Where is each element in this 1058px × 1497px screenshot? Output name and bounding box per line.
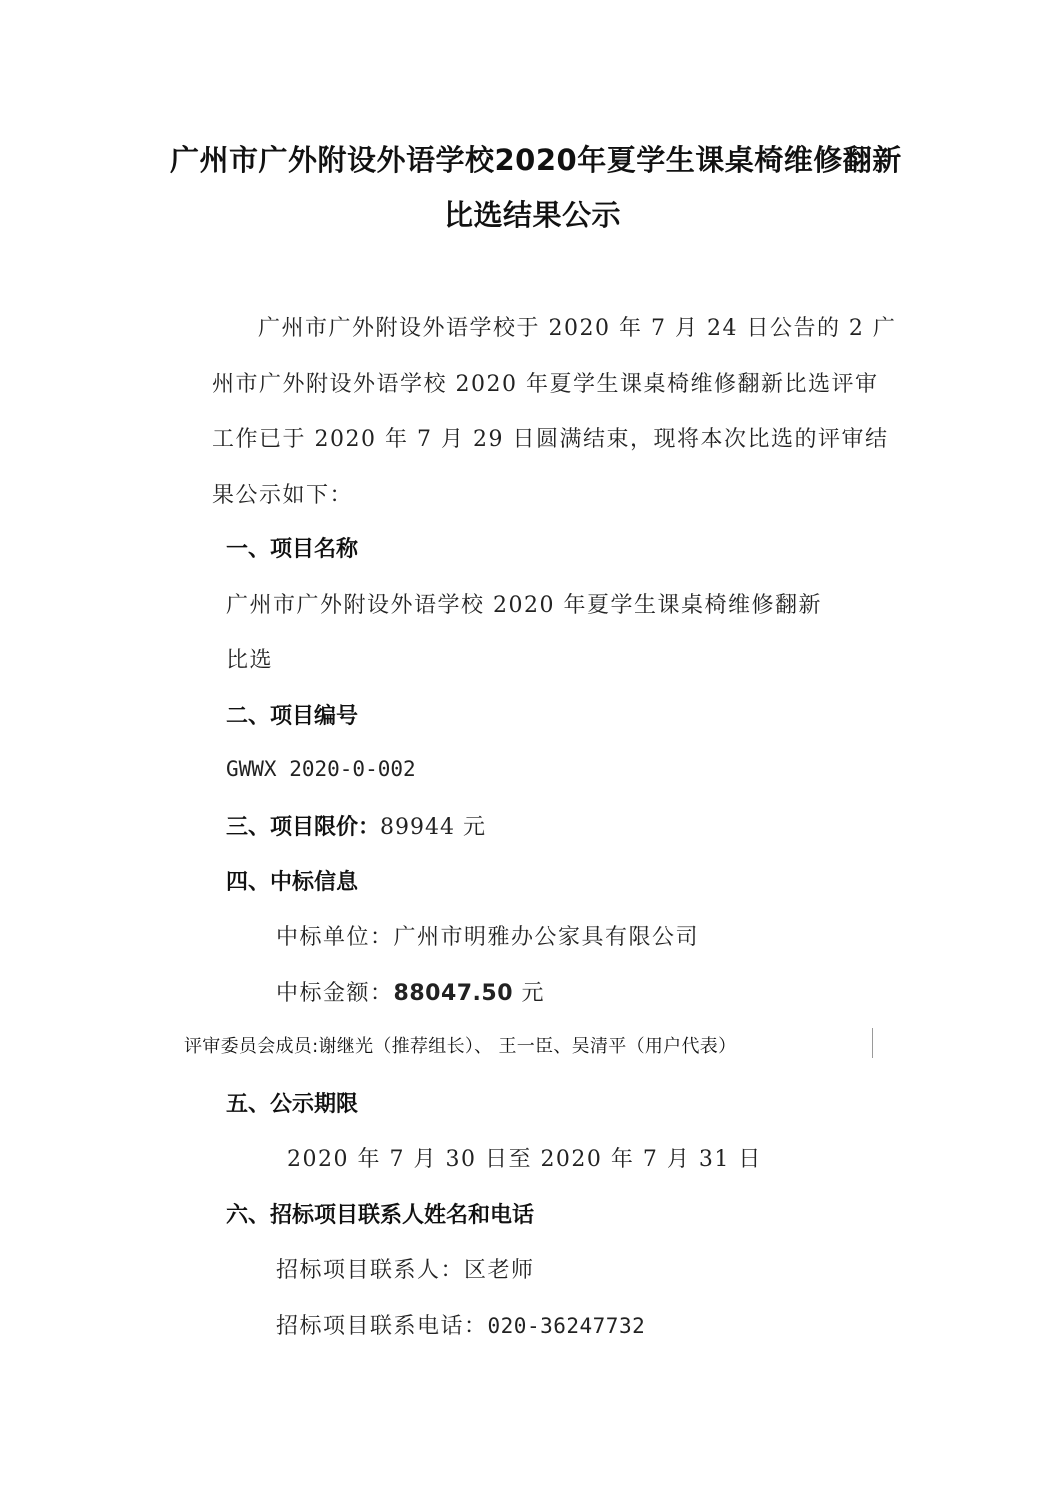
section-heading-publicity-period: 五、公示期限 xyxy=(226,1092,359,1117)
winning-company-label: 中标单位： xyxy=(276,925,394,950)
winning-amount-value: 88047.50 xyxy=(393,981,514,1006)
section-heading-price-limit: 三、项目限价： xyxy=(226,815,381,840)
document-title-line1: 广州市广外附设外语学校2020年夏学生课桌椅维修翻新 xyxy=(170,143,902,177)
section-heading-project-name: 一、项目名称 xyxy=(226,537,359,562)
winning-company-value: 广州市明雅办公家具有限公司 xyxy=(393,925,700,950)
project-name-line-1: 广州市广外附设外语学校 2020 年夏学生课桌椅维修翻新 xyxy=(226,593,822,618)
publicity-period-value: 2020 年 7 月 30 日至 2020 年 7 月 31 日 xyxy=(287,1147,762,1172)
project-number-value: GWWX 2020-0-002 xyxy=(226,757,416,781)
intro-line-4: 果公示如下： xyxy=(212,483,354,508)
section-heading-winning-info: 四、中标信息 xyxy=(226,870,359,895)
winning-amount-unit: 元 xyxy=(513,981,546,1006)
price-limit-value: 89944 元 xyxy=(380,815,486,840)
section-heading-project-number: 二、项目编号 xyxy=(226,704,359,729)
intro-line-2: 州市广外附设外语学校 2020 年夏学生课桌椅维修翻新比选评审 xyxy=(212,372,879,397)
winning-amount-label: 中标金额： xyxy=(276,981,394,1006)
winning-amount-row xyxy=(276,976,545,1007)
contact-person-value: 区老师 xyxy=(464,1258,535,1283)
intro-line-3: 工作已于 2020 年 7 月 29 日圆满结束，现将本次比选的评审结 xyxy=(212,427,889,452)
contact-person-row xyxy=(276,1253,535,1284)
intro-line-1: 广州市广外附设外语学校于 2020 年 7 月 24 日公告的 2 广 xyxy=(258,316,897,341)
project-name-line-2: 比选 xyxy=(226,648,274,673)
winning-company-row xyxy=(276,920,699,951)
price-limit-row xyxy=(226,810,486,841)
contact-phone-row xyxy=(276,1309,645,1340)
review-committee-members: 评审委员会成员:谢继光（推荐组长）、 王一臣、吴清平（用户代表） xyxy=(184,1036,737,1057)
contact-phone-label: 招标项目联系电话： xyxy=(276,1314,488,1339)
committee-line-divider xyxy=(872,1028,873,1058)
section-heading-contact: 六、招标项目联系人姓名和电话 xyxy=(226,1203,535,1228)
document-title-line2: 比选结果公示 xyxy=(444,198,622,232)
contact-phone-value: 020-36247732 xyxy=(487,1314,646,1338)
contact-person-label: 招标项目联系人： xyxy=(276,1258,465,1283)
